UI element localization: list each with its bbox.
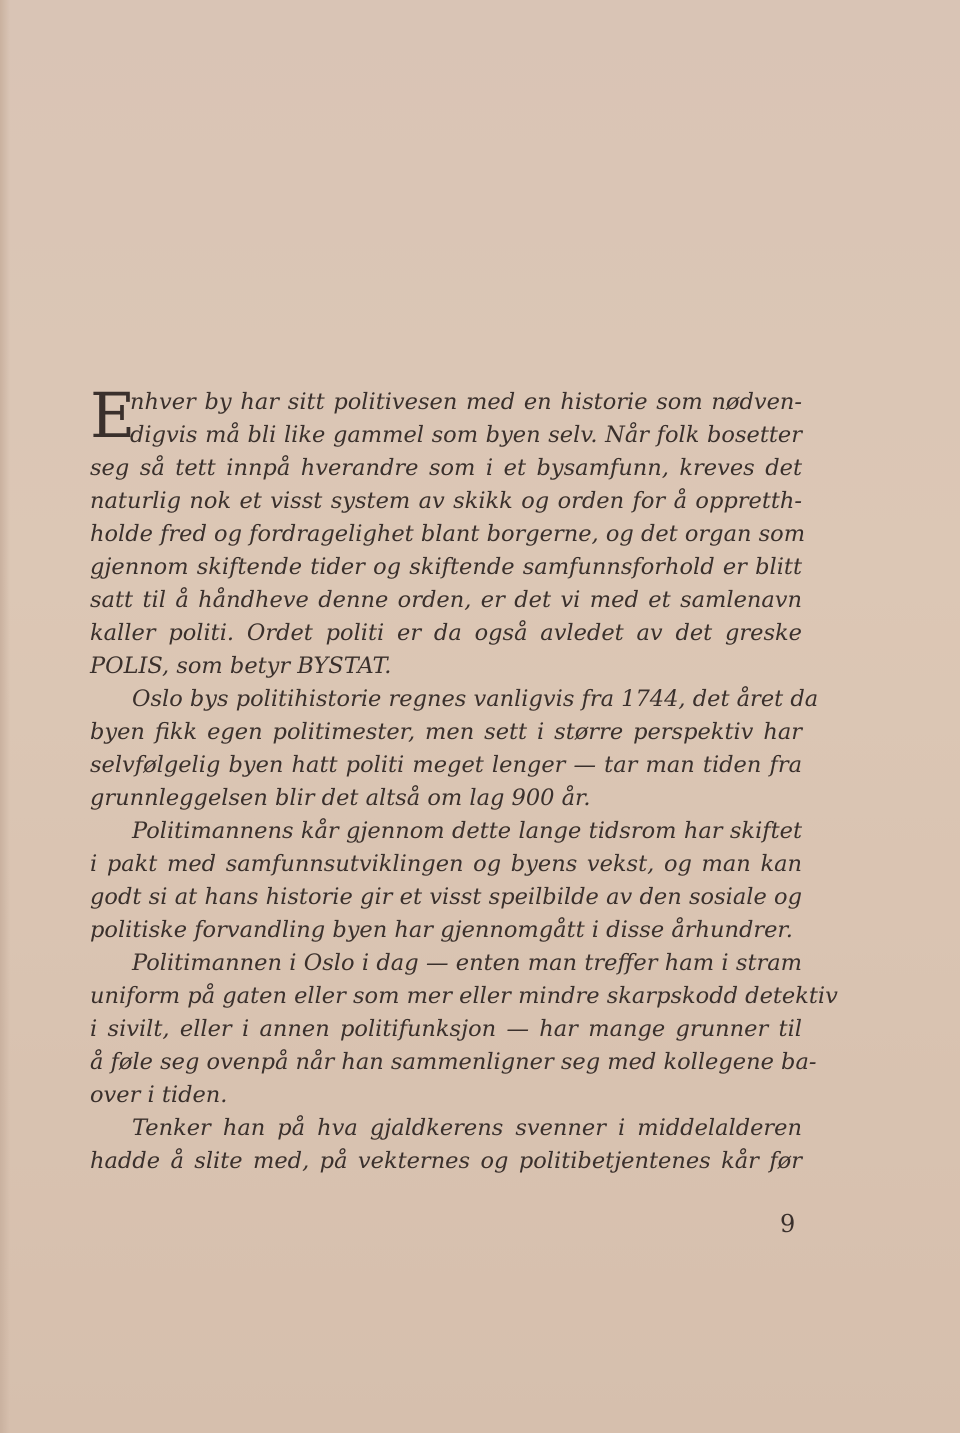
text-line: i pakt med samfunnsutviklingen og byens vekst, og man kan <box>90 851 802 877</box>
text-line: POLIS, som betyr BYSTAT. <box>90 653 392 679</box>
text-line: godt si at hans historie gir et visst speilbilde av den sosiale og <box>90 884 802 910</box>
text-line: Politimannen i Oslo i dag — enten man treffer ham i stram <box>132 950 802 976</box>
text-line: Politimannens kår gjennom dette lange tidsrom har skiftet <box>132 818 802 844</box>
text-line: naturlig nok et visst system av skikk og orden for å oppretth- <box>90 488 802 514</box>
text-line: seg så tett innpå hverandre som i et bysamfunn, kreves det <box>90 455 802 481</box>
text-line: selvfølgelig byen hatt politi meget lenger — tar man tiden fra <box>90 752 802 778</box>
text-line: gjennom skiftende tider og skiftende samfunnsforhold er blitt <box>90 554 802 580</box>
text-line: byen fikk egen politimester, men sett i større perspektiv har <box>90 719 802 745</box>
text-line: grunnleggelsen blir det altså om lag 900 år. <box>90 785 591 811</box>
text-line: uniform på gaten eller som mer eller mindre skarpskodd detektiv <box>90 983 838 1009</box>
body-text <box>90 379 838 1178</box>
page-gutter-shadow <box>0 0 10 1433</box>
text-line: holde fred og fordragelighet blant borgerne, og det organ som <box>90 521 806 547</box>
text-line: nhver by har sitt politivesen med en historie som nødven- <box>130 389 802 415</box>
text-line: kaller politi. Ordet politi er da også avledet av det greske <box>90 620 802 646</box>
text-line: satt til å håndheve denne orden, er det vi med et samlenavn <box>90 587 802 613</box>
text-line: hadde å slite med, på vekternes og politibetjentenes kår før <box>90 1148 802 1174</box>
text-line: digvis må bli like gammel som byen selv. Når folk bosetter <box>130 422 802 448</box>
drop-cap: E <box>90 379 136 452</box>
text-line: Oslo bys politihistorie regnes vanligvis fra 1744, det året da <box>132 686 819 712</box>
text-line: politiske forvandling byen har gjennomgått i disse århundrer. <box>90 917 793 943</box>
text-line: over i tiden. <box>90 1082 228 1108</box>
text-line: Tenker han på hva gjaldkerens svenner i middelalderen <box>132 1115 802 1141</box>
page-number: 9 <box>780 1210 796 1238</box>
text-line: i sivilt, eller i annen politifunksjon — har mange grunner til <box>90 1016 802 1042</box>
text-line: å føle seg ovenpå når han sammenligner seg med kollegene ba- <box>90 1049 817 1075</box>
